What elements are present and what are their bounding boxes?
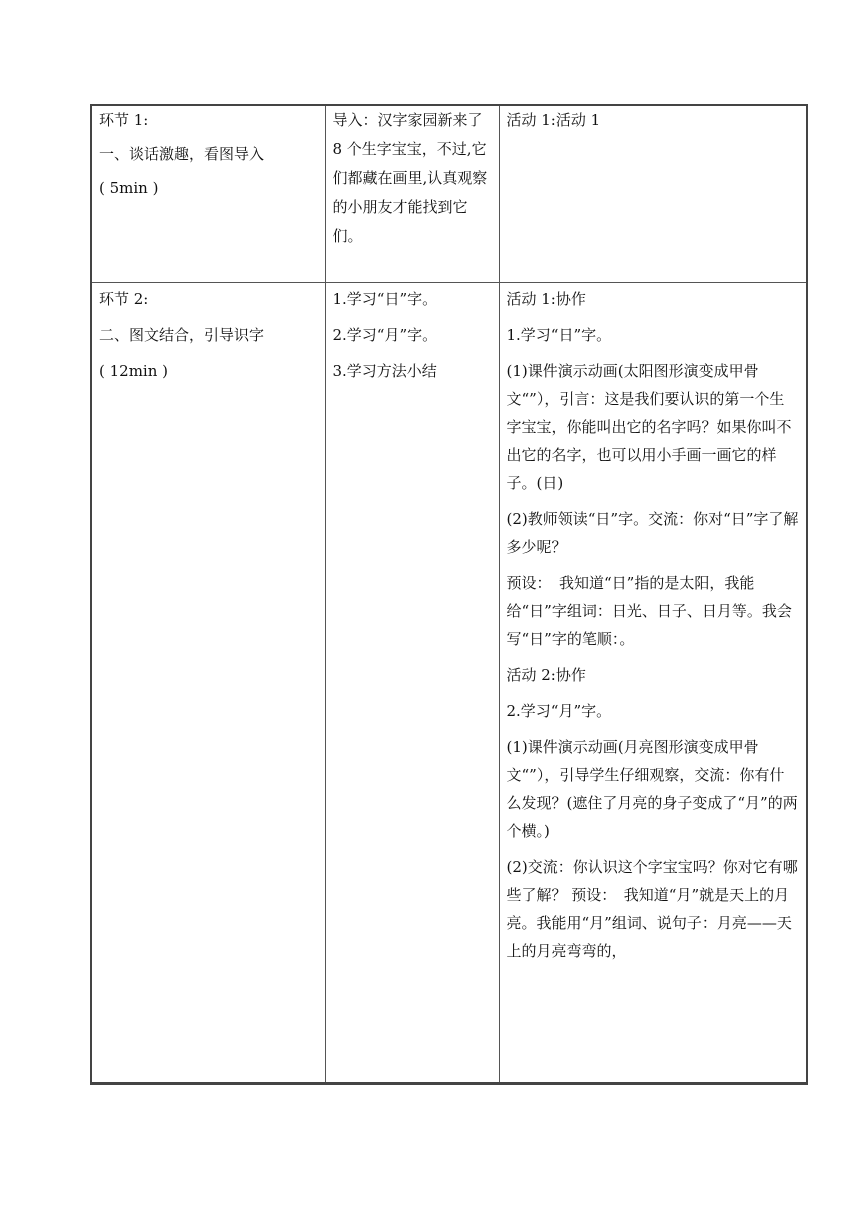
table-row xyxy=(91,105,807,283)
section-title: 一、谈话激趣，看图导入 xyxy=(99,145,265,163)
section-label: 环节 2: xyxy=(99,290,149,308)
activity-paragraph: (2)交流：你认识这个字宝宝吗？你对它有哪些了解？ 预设： 我知道“月”就是天上的月亮。我能用“月”组词、说句子：月亮——天上的月亮弯弯的， xyxy=(506,858,798,960)
activity-heading: 活动 1:协作 xyxy=(506,290,586,308)
activity-step: 1.学习“日”字。 xyxy=(506,326,612,344)
activity-paragraph: (1)课件演示动画(月亮图形演变成甲骨文“”），引导学生仔细观察，交流：你有什么发现？(遮住了月亮的身子变成了“月”的两个横。) xyxy=(506,738,798,840)
section-label: 环节 1: xyxy=(99,111,149,129)
activity-paragraph: (2)教师领读“日”字。交流：你对“日”字了解多少呢？ xyxy=(506,510,799,556)
activity-heading: 活动 2:协作 xyxy=(506,666,586,684)
content-item: 3.学习方法小结 xyxy=(332,362,437,380)
section-duration: ( 5min ) xyxy=(99,179,159,197)
content-cell xyxy=(325,283,499,1084)
activity-paragraph: 预设： 我知道“日”指的是太阳，我能给“日”字组词：日光、日子、日月等。我会写“日”字的笔顺：。 xyxy=(506,574,792,648)
activity-step: 2.学习“月”字。 xyxy=(506,702,612,720)
content-item: 2.学习“月”字。 xyxy=(332,326,438,344)
section-duration: ( 12min ) xyxy=(99,362,169,380)
activity-cell xyxy=(499,105,807,283)
content-cell xyxy=(325,105,499,283)
content-paragraph: 导入：汉字家园新来了 8 个生字宝宝，不过,它们都藏在画里,认真观察的小朋友才能找到它们。 xyxy=(332,111,488,245)
table-row xyxy=(91,283,807,1084)
activity-cell xyxy=(499,283,807,1084)
section-cell xyxy=(91,283,325,1084)
section-title: 二、图文结合，引导识字 xyxy=(99,326,265,344)
section-cell xyxy=(91,105,325,283)
content-item: 1.学习“日”字。 xyxy=(332,290,438,308)
activity-paragraph: (1)课件演示动画(太阳图形演变成甲骨文“”），引言：这是我们要认识的第一个生字宝宝，你能叫出它的名字吗？如果你叫不出它的名字，也可以用小手画一画它的样子。(日) xyxy=(506,362,792,492)
lesson-plan-table xyxy=(90,104,808,1085)
activity-paragraph: 活动 1:活动 1 xyxy=(506,111,601,129)
